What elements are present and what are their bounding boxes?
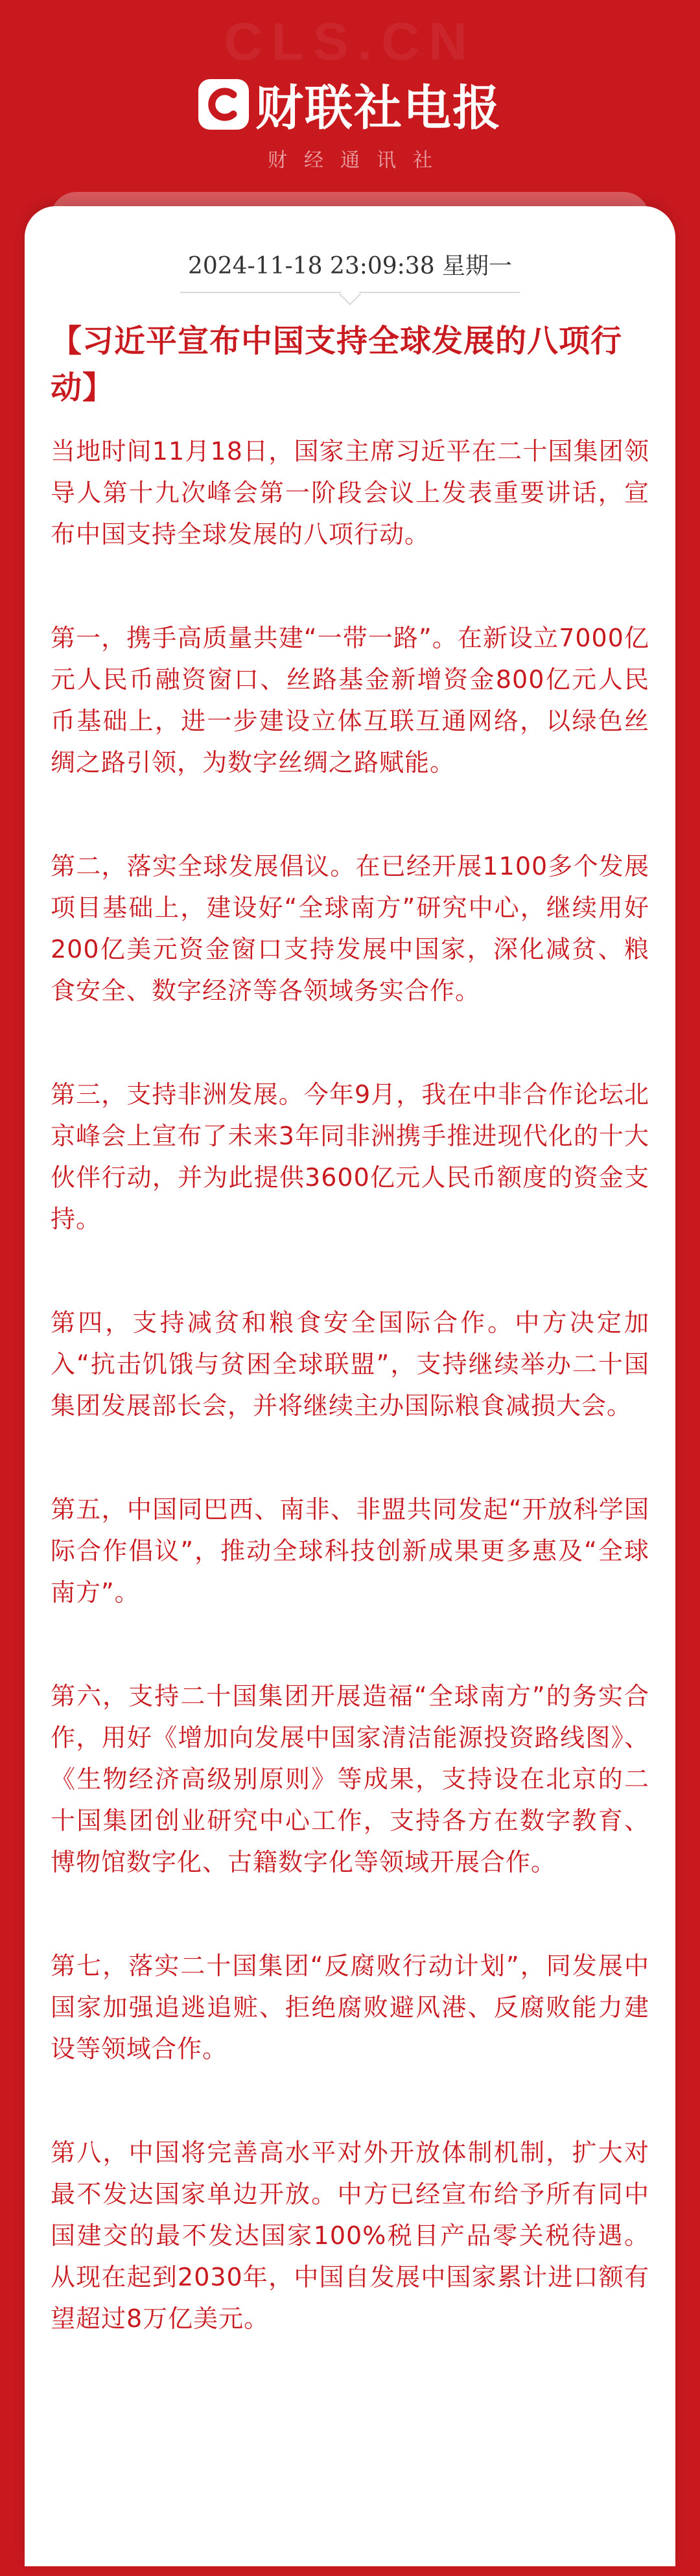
article-card [25,206,675,2566]
watermark-text: CLS.CN [224,12,476,71]
article-paragraph: 第二，落实全球发展倡议。在已经开展1100多个发展项目基础上，建设好“全球南方”研究中心，继续用好200亿美元资金窗口支持发展中国家，深化减贫、粮食安全、数字经济等各领域务实合作。 [51,852,649,1005]
cls-logo-icon [198,79,249,130]
brand-header [0,70,700,139]
article-paragraph: 第六，支持二十国集团开展造福“全球南方”的务实合作，用好《增加向发展中国家清洁能源投资路线图》、《生物经济高级别原则》等成果，支持设在北京的二十国集团创业研究中心工作，支持各方在数字教育、博物馆数字化、古籍数字化等领域开展合作。 [51,1682,649,1876]
brand-name: 财联社电报 [255,80,502,136]
article-paragraph: 第四，支持减贫和粮食安全国际合作。中方决定加入“抗击饥饿与贫困全球联盟”，支持继续举办二十国集团发展部长会，并将继续主办国际粮食减损大会。 [51,1308,649,1420]
article-paragraph: 当地时间11月18日，国家主席习近平在二十国集团领导人第十九次峰会第一阶段会议上发表重要讲话，宣布中国支持全球发展的八项行动。 [51,437,649,549]
article-paragraph: 第一，携手高质量共建“一带一路”。在新设立7000亿元人民币融资窗口、丝路基金新增资金800亿元人民币基础上，进一步建设立体互联互通网络，以绿色丝绸之路引领，为数字丝绸之路赋能。 [51,624,649,777]
article-headline: 【习近平宣布中国支持全球发展的八项行动】 [51,323,623,406]
brand-subtitle: 财经通讯社 [268,149,449,172]
article-paragraph: 第八，中国将完善高水平对外开放体制机制，扩大对最不发达国家单边开放。中方已经宣布给予所有同中国建交的最不发达国家100%税目产品零关税待遇。从现在起到2030年，中国自发展中国家累计进口额有望超过8万亿美元。 [51,2138,649,2333]
article-paragraph: 第五，中国同巴西、南非、非盟共同发起“开放科学国际合作倡议”，推动全球科技创新成果更多惠及“全球南方”。 [51,1495,649,1607]
divider-notch [339,283,361,305]
article-paragraph: 第三，支持非洲发展。今年9月，我在中非合作论坛北京峰会上宣布了未来3年同非洲携手推进现代化的十大伙伴行动，并为此提供3600亿元人民币额度的资金支持。 [51,1080,649,1233]
article-timestamp: 2024-11-18 23:09:38 星期一 [187,253,513,279]
article-paragraph: 第七，落实二十国集团“反腐败行动计划”，同发展中国家加强追逃追赃、拒绝腐败避风港、反腐败能力建设等领域合作。 [51,1952,649,2063]
article-content [51,318,649,2402]
